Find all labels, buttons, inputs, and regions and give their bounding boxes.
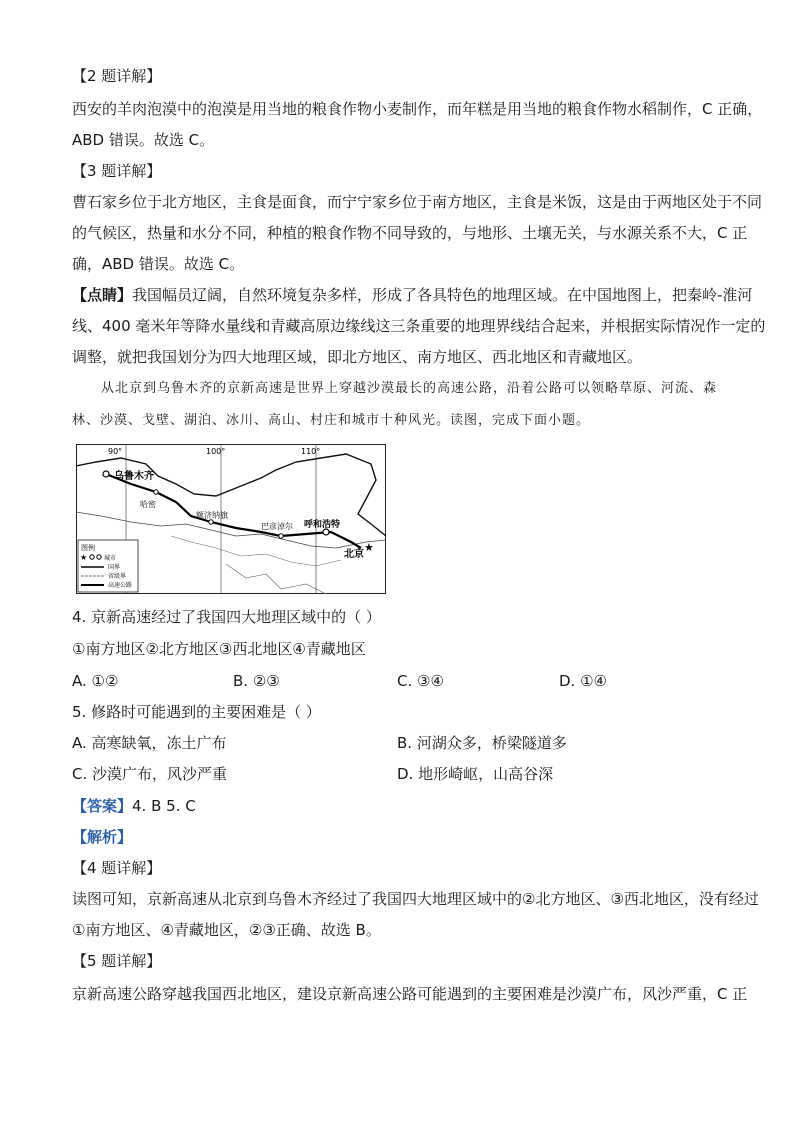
q4-option-c[interactable]: C. ③④ bbox=[397, 672, 444, 690]
q3-detail-line-3: 确，ABD 错误。故选 C。 bbox=[72, 255, 245, 273]
q5-option-c[interactable]: C. 沙漠广布，风沙严重 bbox=[72, 765, 228, 783]
jingxin-highway-map bbox=[76, 444, 386, 594]
q4-detail-line-2: ①南方地区、④青藏地区，②③正确、故选 B。 bbox=[72, 921, 381, 939]
comment-line-3: 调整，就把我国划分为四大地理区域，即北方地区、南方地区、西北地区和青藏地区。 bbox=[72, 348, 643, 366]
city-bayannur: 巴彦淖尔 bbox=[261, 522, 293, 531]
q2-detail-line-1: 西安的羊肉泡漠中的泡漠是用当地的粮食作物小麦制作，而年糕是用当地的粮食作物水稻制作，C 正确， bbox=[72, 100, 763, 118]
q3-detail-line-2: 的气候区，热量和水分不同，种植的粮食作物不同导致的，与地形、土壤无关，与水源关系不大，C 正 bbox=[72, 224, 748, 242]
beijing-star-icon: ★ bbox=[364, 541, 374, 554]
answer-label: 【答案】 bbox=[72, 797, 133, 815]
legend-star-icon: ★ bbox=[80, 553, 88, 562]
lon-90-label: 90° bbox=[108, 447, 123, 456]
city-beijing: 北京 bbox=[344, 549, 364, 560]
section-label-q4: 【4 题详解】 bbox=[72, 859, 162, 877]
section-label-q2: 【2 题详解】 bbox=[72, 67, 162, 85]
legend-national: 国界 bbox=[108, 564, 121, 571]
q4-items: ①南方地区②北方地区③西北地区④青藏地区 bbox=[72, 640, 366, 658]
q4-option-b[interactable]: B. ②③ bbox=[233, 672, 280, 690]
legend-highway: 高速公路 bbox=[108, 582, 133, 589]
map-legend bbox=[78, 540, 138, 592]
city-hami: 哈密 bbox=[140, 500, 156, 509]
lon-110-label: 110° bbox=[301, 447, 321, 456]
comment-line-1: 【点睛】我国幅员辽阔，自然环境复杂多样，形成了各具特色的地理区域。在中国地图上，把秦岭-淮河 bbox=[72, 286, 753, 304]
passage-line-1: 从北京到乌鲁木齐的京新高速是世界上穿越沙漠最长的高速公路，沿着公路可以领略草原、河流、森 bbox=[101, 381, 718, 396]
q5-option-d[interactable]: D. 地形崎岖，山高谷深 bbox=[397, 765, 554, 783]
q5-detail-line-1: 京新高速公路穿越我国西北地区，建设京新高速公路可能遇到的主要困难是沙漠广布，风沙严重，C 正 bbox=[72, 985, 748, 1003]
legend-province: 省级界 bbox=[108, 573, 127, 580]
q2-detail-line-2: ABD 错误。故选 C。 bbox=[72, 131, 215, 149]
q4-stem: 4. 京新高速经过了我国四大地理区域中的（ ） bbox=[72, 608, 381, 626]
q5-stem: 5. 修路时可能遇到的主要困难是（ ） bbox=[72, 703, 321, 721]
comment-label: 【点睛】 bbox=[72, 286, 133, 304]
q4-option-d[interactable]: D. ①④ bbox=[559, 672, 607, 690]
city-urumqi: 乌鲁木齐 bbox=[114, 471, 154, 482]
comment-line-2: 线、400 毫米年等降水量线和青藏高原边缘线这三条重要的地理界线结合起来，并根据实际情况作一定的 bbox=[72, 317, 766, 335]
q4-detail-line-1: 读图可知，京新高速从北京到乌鲁木齐经过了我国四大地理区域中的②北方地区、③西北地区，没有经过 bbox=[72, 890, 759, 908]
analysis-label: 【解析】 bbox=[72, 828, 133, 846]
q5-option-a[interactable]: A. 高寒缺氧，冻土广布 bbox=[72, 734, 227, 752]
passage-line-2: 林、沙漠、戈壁、湖泊、冰川、高山、村庄和城市十种风光。读图，完成下面小题。 bbox=[72, 413, 591, 428]
city-hohhot: 呼和浩特 bbox=[304, 520, 341, 530]
q3-detail-line-1: 曹石家乡位于北方地区，主食是面食，而宁宁家乡位于南方地区，主食是米饭，这是由于两地区处于不同 bbox=[72, 193, 763, 211]
section-label-q5: 【5 题详解】 bbox=[72, 952, 162, 970]
urumqi-marker bbox=[103, 471, 109, 477]
section-label-q3: 【3 题详解】 bbox=[72, 162, 162, 180]
city-ejina: 额济纳旗 bbox=[196, 511, 228, 520]
q5-option-b[interactable]: B. 河湖众多，桥梁隧道多 bbox=[397, 734, 567, 752]
q4-option-a[interactable]: A. ①② bbox=[72, 672, 119, 690]
lon-100-label: 100° bbox=[206, 447, 226, 456]
legend-city: 城市 bbox=[104, 555, 117, 562]
answer-line bbox=[72, 796, 196, 816]
legend-title: 图例 bbox=[81, 544, 95, 552]
answer-text: 4. B 5. C bbox=[132, 797, 196, 815]
